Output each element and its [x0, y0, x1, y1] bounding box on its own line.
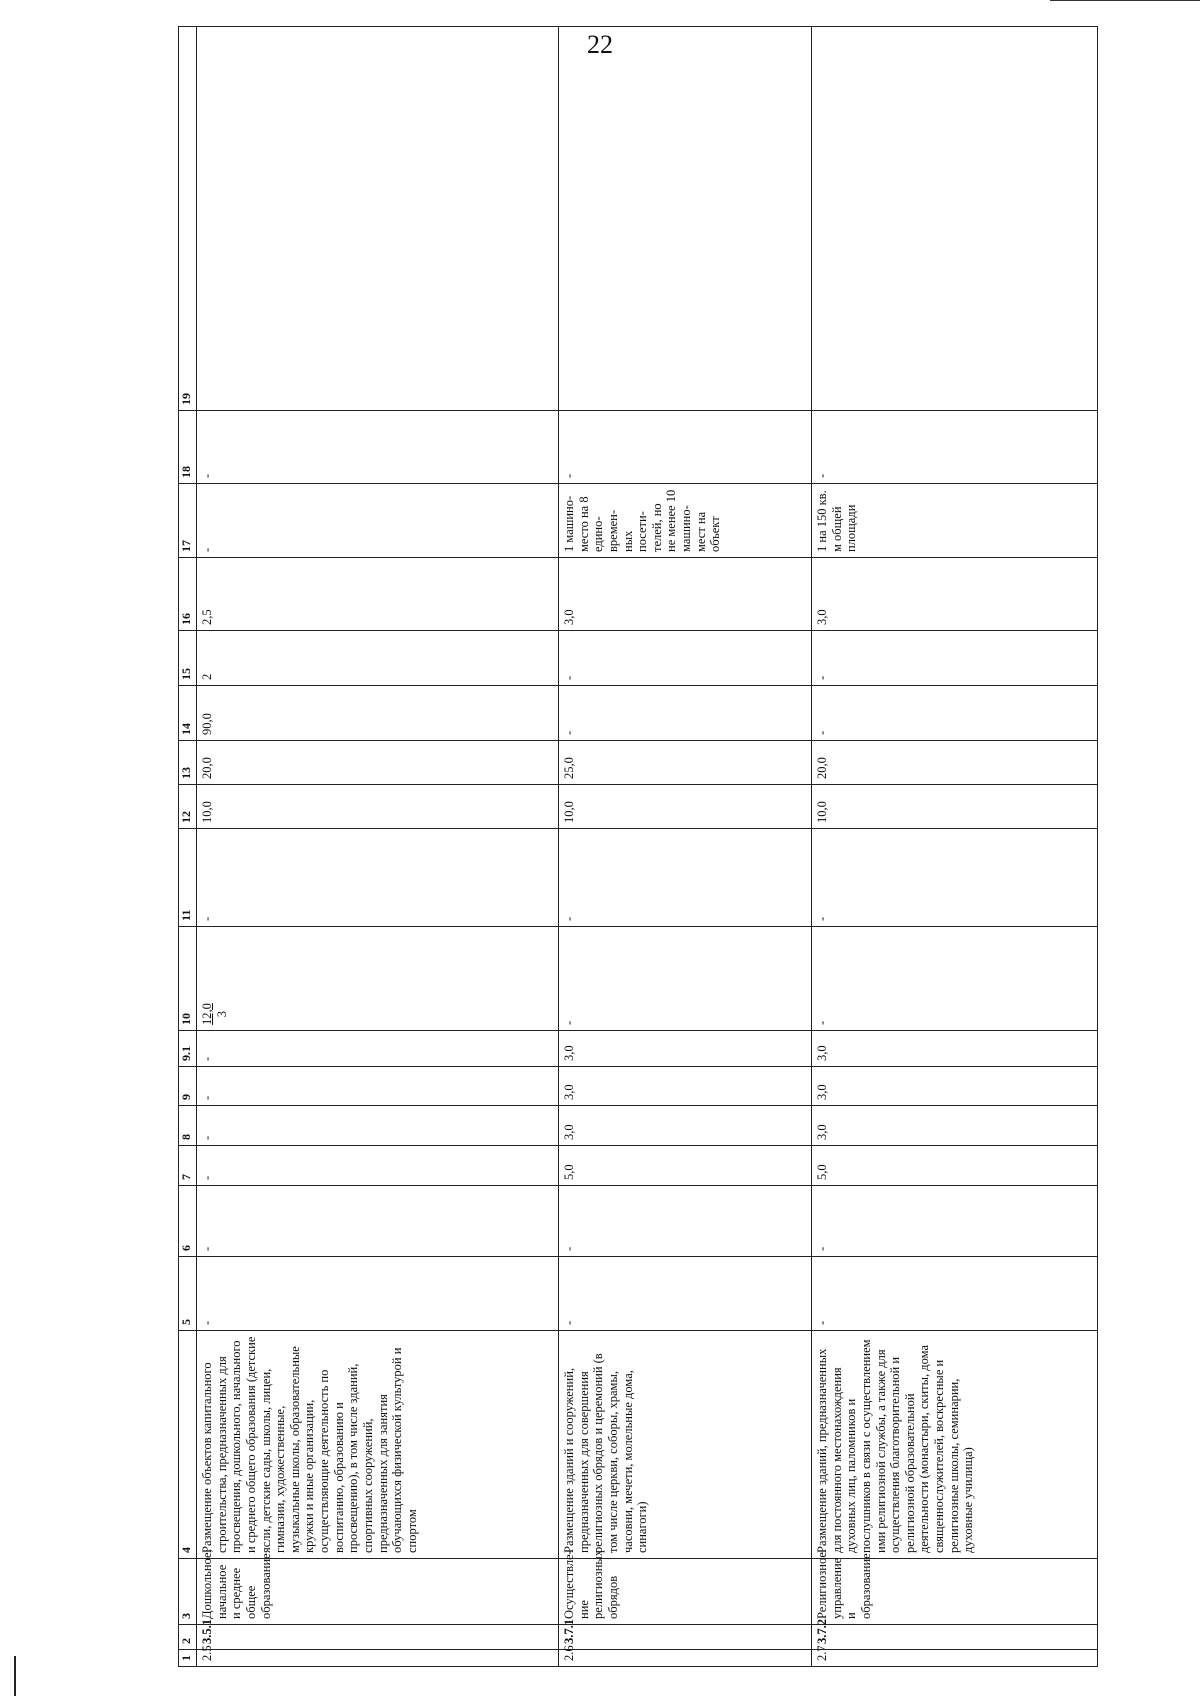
cell-col19 — [812, 27, 1098, 411]
cell-col19 — [197, 27, 559, 411]
fraction-numerator: 12,0 — [200, 1003, 214, 1025]
header-cell: 12 — [179, 785, 197, 829]
table-row — [812, 27, 1098, 1667]
header-cell: 17 — [179, 484, 197, 558]
header-cell: 5 — [179, 1257, 197, 1331]
cell-col12: 10,0 — [812, 785, 1098, 829]
cell-col15: - — [812, 631, 1098, 686]
cell-col16: 2,5 — [197, 558, 559, 631]
cell-col13: 20,0 — [812, 741, 1098, 785]
row-number: 2.7 — [812, 1650, 1098, 1667]
header-row — [179, 27, 197, 1667]
top-rule — [1050, 0, 1200, 1]
cell-col8: - — [197, 1106, 559, 1146]
header-cell: 13 — [179, 741, 197, 785]
header-cell: 10 — [179, 927, 197, 1031]
cell-col5: - — [197, 1257, 559, 1331]
use-name: Осуществле-ние религиозных обрядов — [559, 1559, 812, 1625]
cell-col11: - — [559, 829, 812, 927]
header-cell: 15 — [179, 631, 197, 686]
header-cell: 1 — [179, 1650, 197, 1667]
header-cell: 19 — [179, 27, 197, 411]
cell-col8: 3,0 — [559, 1106, 812, 1146]
header-cell: 18 — [179, 411, 197, 484]
cell-col18: - — [812, 411, 1098, 484]
header-cell: 11 — [179, 829, 197, 927]
cell-col12: 10,0 — [559, 785, 812, 829]
cell-col8: 3,0 — [812, 1106, 1098, 1146]
cell-col14: 90,0 — [197, 686, 559, 741]
cell-col7: - — [197, 1146, 559, 1186]
use-description: Размещение объектов капитального строительства, предназначенных для просвещения, дошкольного, начального и среднего общего образования (детские ясли, детские сады, школы, лицеи, гимназии, художественные, музыкальные школы, образовательные кружки и иные организации, осуществляющие деятельность по воспитанию, образованию и просвещению), в том числе зданий, спортивных сооружений, предназначенных для занятия обучающихся физической культурой и спортом — [197, 1331, 559, 1559]
cell-col9: - — [197, 1067, 559, 1106]
fraction-denominator: 3 — [214, 1010, 229, 1018]
header-cell: 9.1 — [179, 1031, 197, 1067]
header-cell: 16 — [179, 558, 197, 631]
cell-col11: - — [812, 829, 1098, 927]
cell-col9: 3,0 — [812, 1067, 1098, 1106]
cell-col15: - — [559, 631, 812, 686]
cell-col7: 5,0 — [812, 1146, 1098, 1186]
header-cell: 6 — [179, 1186, 197, 1257]
cell-col12: 10,0 — [197, 785, 559, 829]
fraction-value — [200, 1003, 229, 1025]
table-row — [197, 27, 559, 1667]
cell-col17: 1 машино-место на 8 едино-времен-ных посети-телей, но не менее 10 машино-мест на объект — [559, 484, 812, 558]
cell-col6: - — [559, 1186, 812, 1257]
use-description: Размещение зданий, предназначенных для постоянного местонахождения духовных лиц, паломников и послушников в связи с осуществлением ими религиозной службы, а также для осуществления благотворительной и религиозной образовательной деятельности (монастыри, скиты, дома священнослужителей, воскресные и религиозные школы, семинарии, духовные училища) — [812, 1331, 1098, 1559]
cell-col18: - — [197, 411, 559, 484]
cell-col10 — [197, 927, 559, 1031]
cell-col6: - — [197, 1186, 559, 1257]
cell-col17: 1 на 150 кв. м общей площади — [812, 484, 1098, 558]
cell-col16: 3,0 — [559, 558, 812, 631]
row-number: 2.5 — [197, 1650, 559, 1667]
cell-col9-1: 3,0 — [559, 1031, 812, 1067]
use-code: 3.7.2 — [812, 1625, 1098, 1650]
use-code: 3.7.1 — [559, 1625, 812, 1650]
cell-col9: 3,0 — [559, 1067, 812, 1106]
page-number: 22 — [587, 30, 613, 59]
rotated-table-wrapper — [178, 127, 1098, 1667]
edge-mark — [14, 1656, 16, 1696]
header-cell: 4 — [179, 1331, 197, 1559]
cell-col10: - — [559, 927, 812, 1031]
cell-col5: - — [812, 1257, 1098, 1331]
header-cell: 2 — [179, 1625, 197, 1650]
cell-col13: 25,0 — [559, 741, 812, 785]
use-name: Дошкольное, начальное и среднее общее образование — [197, 1559, 559, 1625]
cell-col11: - — [197, 829, 559, 927]
cell-col13: 20,0 — [197, 741, 559, 785]
cell-col6: - — [812, 1186, 1098, 1257]
use-description: Размещение зданий и сооружений, предназначенных для совершения религиозных обрядов и церемоний (в том числе церкви, соборы, храмы, часовни, мечети, молельные дома, синагоги) — [559, 1331, 812, 1559]
cell-col9-1: 3,0 — [812, 1031, 1098, 1067]
cell-col14: - — [812, 686, 1098, 741]
cell-col5: - — [559, 1257, 812, 1331]
cell-col15: 2 — [197, 631, 559, 686]
cell-col17: - — [197, 484, 559, 558]
cell-col16: 3,0 — [812, 558, 1098, 631]
cell-col19 — [559, 27, 812, 411]
use-name: Религиозное управление и образование — [812, 1559, 1098, 1625]
header-cell: 8 — [179, 1106, 197, 1146]
header-cell: 3 — [179, 1559, 197, 1625]
row-number: 2.6 — [559, 1650, 812, 1667]
cell-col14: - — [559, 686, 812, 741]
cell-col10: - — [812, 927, 1098, 1031]
cell-col9-1: - — [197, 1031, 559, 1067]
header-cell: 7 — [179, 1146, 197, 1186]
use-code: 3.5.1 — [197, 1625, 559, 1650]
header-cell: 14 — [179, 686, 197, 741]
header-cell: 9 — [179, 1067, 197, 1106]
cell-col7: 5,0 — [559, 1146, 812, 1186]
cell-col18: - — [559, 411, 812, 484]
zoning-parameters-table — [178, 26, 1098, 1667]
table-row — [559, 27, 812, 1667]
